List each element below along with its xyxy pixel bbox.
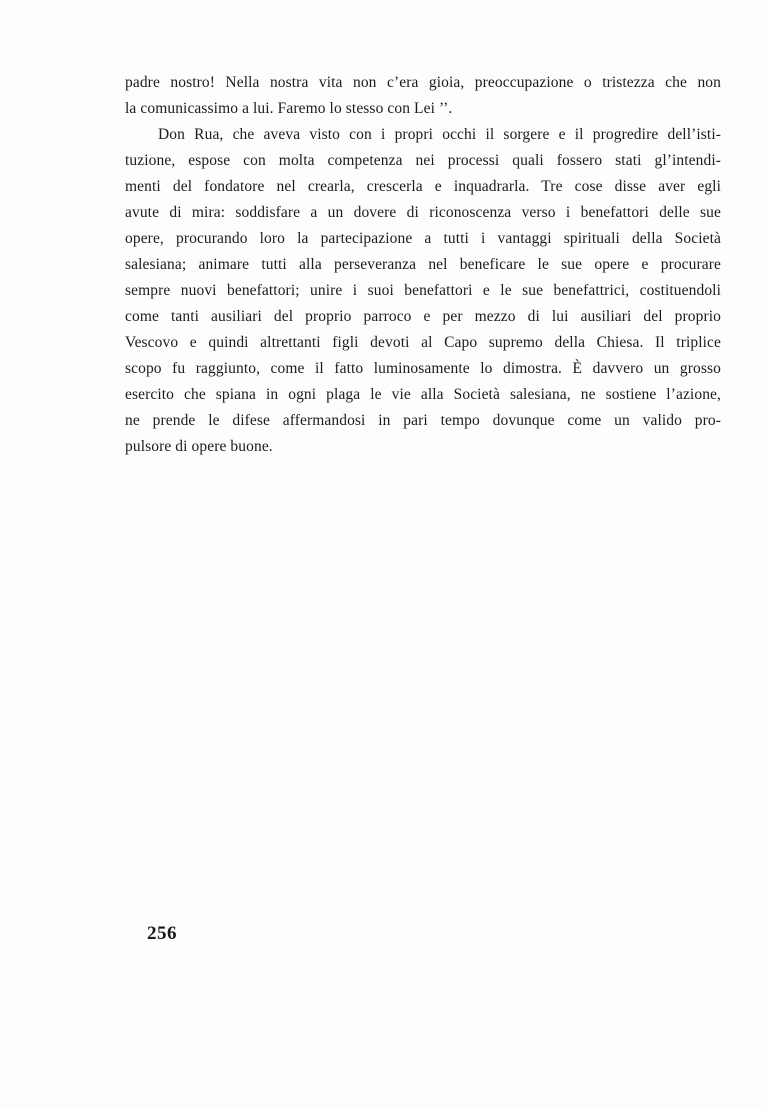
text-line: tuzione, espose con molta competenza nei processi quali fossero stati gl’intendi-	[125, 152, 721, 169]
text-line: sempre nuovi benefattori; unire i suoi benefattori e le sue benefattrici, costituendoli	[125, 282, 721, 299]
text-line: pulsore di opere buone.	[125, 438, 273, 455]
text-line: padre nostro! Nella nostra vita non c’era gioia, preoccupazione o tristezza che non	[125, 74, 721, 91]
text-line: la comunicassimo a lui. Faremo lo stesso con Lei ’’.	[125, 100, 453, 117]
text-line: opere, procurando loro la partecipazione a tutti i vantaggi spirituali della Società	[125, 230, 721, 247]
text-line: esercito che spiana in ogni plaga le vie alla Società salesiana, ne sostiene l’azione,	[125, 386, 721, 403]
text-line: scopo fu raggiunto, come il fatto luminosamente lo dimostra. È davvero un grosso	[125, 360, 721, 377]
text-line: Vescovo e quindi altrettanti figli devoti al Capo supremo della Chiesa. Il triplice	[125, 334, 721, 351]
text-line: Don Rua, che aveva visto con i propri occhi il sorgere e il progredire dell’isti-	[158, 126, 721, 143]
text-line: avute di mira: soddisfare a un dovere di riconoscenza verso i benefattori delle sue	[125, 204, 721, 221]
page-number: 256	[147, 923, 177, 944]
text-line: ne prende le difese affermandosi in pari tempo dovunque come un valido pro-	[125, 412, 721, 429]
text-line: menti del fondatore nel crearla, crescerla e inquadrarla. Tre cose disse aver egli	[125, 178, 721, 195]
body-text	[125, 70, 721, 460]
text-line: salesiana; animare tutti alla perseveranza nel beneficare le sue opere e procurare	[125, 256, 721, 273]
text-line: come tanti ausiliari del proprio parroco e per mezzo di lui ausiliari del proprio	[125, 308, 721, 325]
